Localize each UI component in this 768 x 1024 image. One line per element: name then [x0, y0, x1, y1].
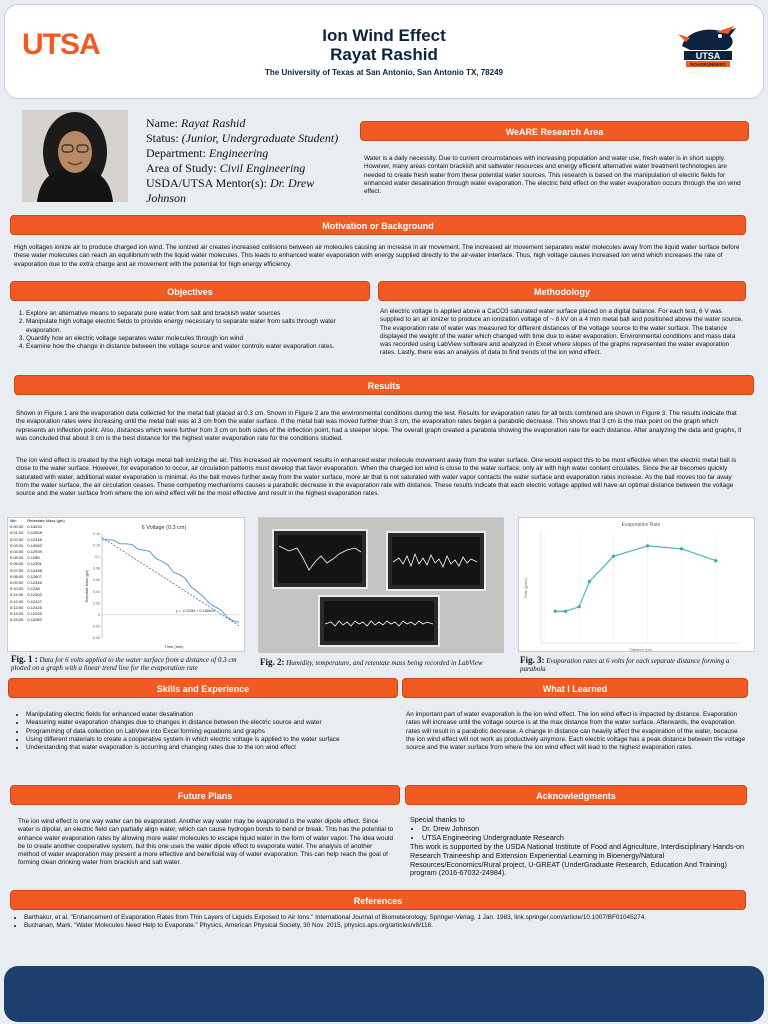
y-tick-label: 0.14 [93, 532, 100, 536]
future-text: The ion wind effect is one way water can be evaporated. Another way water may be evaporated is the water dipole effect. Since water is dipolar, an electric field can partially align water, which can cause hydrogen bonds to bend or break. This has the potential to enhance water evaporation rates by allowing more water molecules to escape liquid water in the form of water vapor. The idea would be to create another cooperative system, but this one uses the water dipole effect to evaporate water. The analysis of another method of water evaporation may present a more effective and beneficial way of water evaporation. This can help reach the goal of forming clean drinking water from brackish and salt water. [18, 818, 394, 867]
y-axis-label: Rate (g/min) [524, 578, 528, 598]
acknowledgments-heading: Acknowledgments [405, 785, 747, 805]
voltage-chart [84, 520, 244, 650]
objective-item: 1. Explore an alternative means to separate pure water from salt and brackish water sources [26, 310, 368, 318]
mass-series-line [102, 540, 239, 623]
future-heading: Future Plans [10, 785, 400, 805]
references-heading: References [10, 890, 746, 910]
y-tick-label: -0.02 [92, 624, 100, 629]
y-tick-label: 0.08 [93, 566, 100, 571]
figure-2-caption: Fig. 2: Humidity, temperature, and retentate mass being recorded in LabView [260, 657, 483, 667]
objectives-list [12, 310, 368, 351]
y-axis-label: Retentate Mass (gm) [85, 569, 89, 603]
objective-item: 2. Manipulate high voltage electric fields to provide energy necessary to separate water from salts through water evaporation. [26, 318, 368, 335]
figure-1 [7, 517, 245, 652]
data-point [564, 610, 567, 613]
figure-3-caption: Fig. 3: Evaporation rates at 6 volts for each separate distance forming a parabola [520, 655, 730, 673]
results-heading: Results [14, 375, 754, 395]
poster-footer [4, 966, 764, 1022]
skill-item: • Using different materials to create a cooperative system in which electric voltage is applied to the water surface [26, 736, 394, 744]
data-point [714, 559, 717, 562]
skill-item: • Manipulating electric fields for enhanced water desalination [26, 711, 394, 719]
figure-2-labview-screens [258, 517, 503, 652]
y-tick-label: 0.04 [93, 589, 100, 594]
poster-author: Rayat Rashid [330, 45, 438, 64]
reference-item: • Buchanan, Mark. "Water Molecules Need Help to Evaporate." Physics, American Physical Society, 30 Nov. 2015, physics.aps.org/articles/v8/118. [24, 922, 746, 930]
motivation-text: High voltages ionize air to produce charged ion wind. The ionized air creates increased collisions between air molecules causing an increase in air movement. The increased air movement separates water molecules away from the liquid water surface before these water molecules can reach an equilibrium with the liquid water molecules. This leads to enhanced water evaporation with energy supplied directly to the air-water interface. Thus, high voltage causes increased ion wind which increases the rate of evaporation due to the extra charge and air movement with the potential for high energy efficiency. [14, 244, 740, 268]
figure-3 [518, 517, 755, 652]
trend-line [102, 537, 239, 625]
objectives-heading: Objectives [10, 281, 370, 301]
weare-text: Water is a daily necessity. Due to current circumstances with increasing population and water use, fresh water is in short supply. However, many areas contain brackish and saltwater resources and energy efficient alternative water treatment technologies are needed to create fresh water from these potential water sources. This research is based on the manipulation of electric fields for enhanced water desalination through water evaporation. The electric field effect on the water evaporation occurs through the ion wind effect. [364, 155, 741, 196]
chart-title: Evaporation Rate [621, 522, 661, 528]
poster-affiliation: The University of Texas at San Antonio, San Antonio TX, 78249 [265, 68, 503, 77]
y-tick-label: 0.02 [93, 601, 100, 606]
y-tick-label: 0.1 [95, 555, 100, 560]
poster-title: Ion Wind Effect [322, 26, 446, 45]
skills-heading: Skills and Experience [8, 678, 398, 698]
y-tick-label: 0 [98, 612, 100, 617]
learned-heading: What I Learned [402, 678, 748, 698]
figure-1-caption: Fig. 1 : Data for 6 volts applied to the water surface from a distance of 0.3 cm plotted on a graph with a linear trend line for the evaporation rate [11, 654, 237, 672]
author-photo [22, 110, 128, 202]
evaporation-rate-chart [519, 518, 756, 653]
chart-title: 6 Voltage (0.3 cm) [141, 525, 187, 531]
data-point [646, 544, 649, 547]
skill-item: • Understanding that water evaporation is occurring and changing rates due to the ion wind effect [26, 744, 394, 752]
learned-text: An important part of water evaporation is the ion wind effect. The ion wind effect is impacted by distance. Evaporation rates will increase until the voltage source is at the max distance from the water surface. Afterwards, the evaporation rates will result in a parabolic decrease. A change in distance can heavily affect the evaporation of the water, because the ion wind effect will not work as productively anymore. Each electric voltage has a peak distance between the voltage source and the water surface from where the ion wind effect will lead to the highest evaporation rates. [406, 711, 746, 752]
mascot-subtext: ROADRUNNERS [690, 62, 726, 67]
references-list [10, 914, 746, 931]
data-point [578, 605, 581, 608]
motivation-heading: Motivation or Background [10, 215, 746, 235]
data-point [680, 547, 683, 550]
y-tick-label: -0.04 [92, 636, 100, 640]
x-axis-label: Distance (cm) [630, 648, 652, 652]
acknowledgments-text: Special thanks to • Dr. Drew Johnson • UTSA Engineering Undergraduate Research This work is supported by the USDA National Institute of Food and Agriculture, Interdisciplinary Hands-on Research Traineeship and Extension Experiential Learning in Bioenergy/Natural Resources/Economics/Rural project, U-GREAT (UnderGraduate Research, Education And Training) program (2016-67032-24984). [410, 816, 746, 878]
data-point [588, 580, 591, 583]
reference-item: • Barthakur, et al. "Enhancement of Evaporation Rates from Thin Layers of Liquids Exposed to Air Ions." International Journal of Biometeorology, Springer-Verlag, 1 Jan. 1983, link.springer.com/article/10.1007/BF01045274. [24, 914, 746, 922]
data-point [554, 610, 557, 613]
y-tick-label: 0.12 [93, 543, 100, 548]
data-point [612, 555, 615, 558]
trend-equation: y = -0.0028x + 0.1488x97 [176, 609, 216, 613]
author-bio: Name: Rayat Rashid Status: (Junior, Undergraduate Student) Department: Engineering Area of Study: Civil Engineering USDA/UTSA Mentor(s): Dr. Drew Johnson [146, 116, 339, 205]
results-paragraph-1: Shown in Figure 1 are the evaporation data collected for the metal ball placed at 0.3 cm. Shown in Figure 2 are the environmental conditions during the test. Results for evaporation rates for all tests combined are shown in Figure 3. The results indicate that the evaporation rates were increasing until the metal ball was at 3 cm from the water surface. If the metal ball was moved further than 3 cm, the evaporation rates began a parabolic decrease. This shows that 3 cm is the max point on the graph which represents an inflection point. Also, distances which were further from 3 cm on both sides of the inflection point, had a steeper slope. The overall graph created a parabola showing the evaporation rate for each distance. After analyzing the data and graphs, it was concluded that about 3 cm is the best distance for the highest water evaporation rate for the conditions studied. [16, 410, 742, 442]
mascot-wordmark: UTSA [695, 51, 721, 61]
skill-item: • Measuring water evaporation changes due to changes in distance between the electric source and water [26, 719, 394, 727]
mass-data-table: Min Retentate Mass (gm) 0:00:00 0.13033 0:01:00 0.12928 0:02:00 0.12346 0:03:00 0.13062 0:04:00 0.12939 0:05:00 0.1285 0:06:00 0.12391 0:07:00 0.12498 0:08:00 0.12607 0:09:00 0.12345 0:10:00 0.1238 0:11:00 0.12303 0:12:00 0.12427 0:13:00 0.12425 0:14:00 0.12205 0:15:00 0.12083 [10, 518, 65, 623]
y-tick-label: 0.06 [93, 578, 100, 583]
results-paragraph-2: The ion wind effect is created by the high voltage metal ball ionizing the air. This increased air movement results in enhanced water molecule movement away from the water surface. One would expect this to be most effective when the electric metal ball is close to the water surface. However, for evaporation to occur, air circulation patterns must develop that favor evaporation. When the charged ion wind is close to the water surface, only air with high water content circulates. Since the air becomes quickly saturated with water, additional water evaporation is minimal. As the ball moves further away from the water surface, more air that is not saturated with water vapor contacts the water surface and evaporation rates increase. As the ball moves too far away from the water surface, the air circulation ceases. These competing mechanisms causes a parabolic decrease in the evaporation rate with distance. These results indicate that each electric voltage applied will have an optimal distance between the voltage source and the water surface from where the ion wind effect will be the most effective and result in the highest evaporation rates. [16, 457, 737, 498]
weare-heading: WeARE Research Area [360, 121, 749, 141]
utsa-logo: UTSA [22, 28, 100, 61]
methodology-text: An electric voltage is applied above a CaCO3 saturated water surface placed on a digital balance. For each test, 6 V was supplied to an air ionizer to produce an ionization voltage of ~ 8 kV on a 4 mm metal ball and positioned above the water source. The evaporation rate of water was measured for different distances of the voltage source to the water surface. The balance displayed the weight of the water which changed with time due to water evaporation. Environmental conditions and mass data was recorded using LabView software and analyzed in Excel where slopes of the graphs represented the water evaporation rates. Lastly, there was an analysis of data to find trends of the ion wind effect. [380, 308, 743, 357]
x-axis-label: Time (min) [164, 644, 184, 649]
skill-item: • Programming of data collection on LabView into Excel forming equations and graphs [26, 728, 394, 736]
objective-item: 3. Quantify how an electric voltage separates water molecules through ion wind [26, 335, 368, 343]
objective-item: 4. Examine how the change in distance between the voltage source and water controls water evaporation rates. [26, 343, 368, 351]
methodology-heading: Methodology [378, 281, 746, 301]
roadrunner-logo [676, 24, 740, 72]
skills-list [12, 711, 394, 752]
